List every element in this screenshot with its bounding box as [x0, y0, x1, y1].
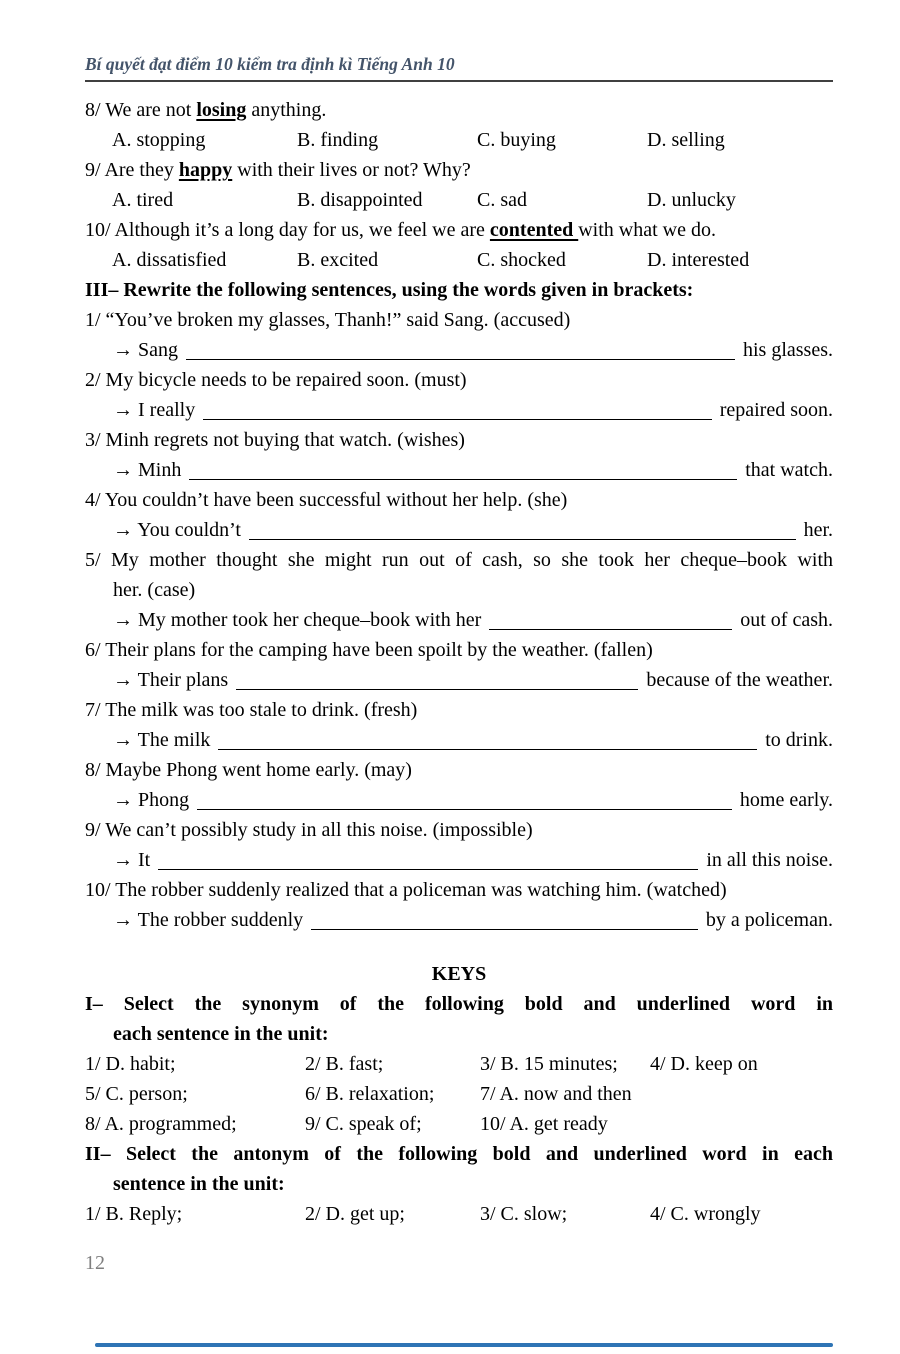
rewrite-prompt: 8/ Maybe Phong went home early. (may) — [85, 759, 412, 781]
options-row — [85, 245, 833, 275]
answer-line — [85, 515, 833, 545]
option-a: A. dissatisfied — [112, 249, 227, 271]
answer-suffix: that watch. — [745, 459, 833, 481]
question-text: Are they — [104, 159, 179, 181]
answer-prefix: → Phong — [113, 789, 190, 811]
option-a: A. tired — [112, 189, 174, 211]
option-b: B. finding — [297, 129, 379, 151]
answer-suffix: her. — [803, 519, 833, 541]
answer-line — [85, 785, 833, 815]
question-line — [85, 215, 833, 245]
answer-suffix: out of cash. — [740, 609, 833, 631]
keys-row — [85, 1079, 833, 1109]
answer-blank — [189, 479, 737, 480]
rewrite-prompt: 3/ Minh regrets not buying that watch. (wishes) — [85, 429, 465, 451]
answer-blank — [236, 689, 638, 690]
option-c: C. sad — [477, 189, 527, 211]
key-cell: 2/ B. fast; — [305, 1053, 384, 1075]
option-c: C. buying — [477, 129, 556, 151]
question-number: 8/ — [85, 99, 106, 121]
answer-suffix: to drink. — [765, 729, 833, 751]
question-line — [85, 155, 833, 185]
answer-prefix: → Sang — [113, 339, 178, 361]
answer-blank — [249, 539, 796, 540]
answer-prefix: → My mother took her cheque–book with her — [113, 609, 482, 631]
underlined-keyword: contented — [489, 219, 579, 241]
answer-blank — [311, 929, 698, 930]
answer-line — [85, 725, 833, 755]
option-d: D. interested — [647, 249, 750, 271]
key-cell — [650, 1079, 833, 1109]
key-cell: 1/ D. habit; — [85, 1053, 176, 1075]
page-number: 12 — [85, 1252, 105, 1274]
underlined-keyword: happy — [178, 159, 233, 181]
question-line — [85, 95, 833, 125]
option-d: D. unlucky — [647, 189, 736, 211]
option-b: B. disappointed — [297, 189, 423, 211]
answer-prefix: → The robber suddenly — [113, 909, 304, 931]
answer-line — [85, 605, 833, 635]
answer-suffix: in all this noise. — [706, 849, 833, 871]
rewrite-prompt: 4/ You couldn’t have been successful without her help. (she) — [85, 489, 568, 511]
page-body — [85, 95, 833, 1229]
question-number: 10/ — [85, 219, 115, 241]
key-cell: 3/ C. slow; — [480, 1203, 568, 1225]
question-number: 9/ — [85, 159, 105, 181]
question-text: with their lives or not? Why? — [232, 159, 471, 181]
answer-blank — [186, 359, 735, 360]
answer-prefix: → You couldn’t — [113, 519, 241, 541]
answer-blank — [203, 419, 712, 420]
key-cell: 1/ B. Reply; — [85, 1203, 183, 1225]
rewrite-prompt: 6/ Their plans for the camping have been spoilt by the weather. (fallen) — [85, 639, 653, 661]
keys-section2-heading: II– Select the antonym of the following bold and underlined word in each — [85, 1143, 833, 1165]
options-row — [85, 185, 833, 215]
rewrite-prompt: 9/ We can’t possibly study in all this noise. (impossible) — [85, 819, 533, 841]
answer-line — [85, 905, 833, 935]
question-text: Although it’s a long day for us, we feel we are — [114, 219, 490, 241]
keys-row — [85, 1109, 833, 1139]
key-cell: 5/ C. person; — [85, 1083, 188, 1105]
answer-blank — [158, 869, 698, 870]
answer-prefix: → Their plans — [113, 669, 229, 691]
key-cell: 6/ B. relaxation; — [305, 1083, 435, 1105]
key-cell: 8/ A. programmed; — [85, 1113, 237, 1135]
key-cell: 2/ D. get up; — [305, 1203, 405, 1225]
answer-blank — [197, 809, 732, 810]
option-a: A. stopping — [112, 129, 206, 151]
keys-title: KEYS — [431, 963, 487, 985]
key-cell: 4/ D. keep on — [650, 1053, 758, 1075]
running-header: Bí quyết đạt điểm 10 kiểm tra định kì Tiếng Anh 10 — [85, 54, 455, 74]
answer-suffix: home early. — [739, 789, 833, 811]
option-b: B. excited — [297, 249, 379, 271]
question-text: with what we do. — [578, 219, 716, 241]
answer-line — [85, 665, 833, 695]
answer-line — [85, 335, 833, 365]
footer-accent-bar — [95, 1343, 833, 1347]
key-cell: 9/ C. speak of; — [305, 1113, 422, 1135]
keys-section1-heading: I– Select the synonym of the following bold and underlined word in — [85, 993, 833, 1015]
answer-line — [85, 845, 833, 875]
rewrite-prompt-continued: her. (case) — [113, 579, 196, 601]
key-cell: 10/ A. get ready — [480, 1113, 608, 1135]
key-cell: 4/ C. wrongly — [650, 1203, 761, 1225]
question-text: anything. — [246, 99, 327, 121]
options-row — [85, 125, 833, 155]
option-d: D. selling — [647, 129, 725, 151]
answer-blank — [489, 629, 732, 630]
answer-line — [85, 455, 833, 485]
underlined-keyword: losing — [196, 99, 247, 121]
answer-suffix: by a policeman. — [705, 909, 833, 931]
answer-prefix: → The milk — [113, 729, 211, 751]
answer-suffix: repaired soon. — [719, 399, 833, 421]
answer-prefix: → It — [113, 849, 151, 871]
answer-suffix: because of the weather. — [646, 669, 833, 691]
answer-line — [85, 395, 833, 425]
rewrite-prompt: 2/ My bicycle needs to be repaired soon. (must) — [85, 369, 467, 391]
rewrite-prompt: 10/ The robber suddenly realized that a policeman was watching him. (watched) — [85, 879, 727, 901]
keys-row — [85, 1049, 833, 1079]
question-text: We are not — [105, 99, 197, 121]
key-cell — [650, 1109, 833, 1139]
rewrite-prompt: 1/ “You’ve broken my glasses, Thanh!” said Sang. (accused) — [85, 309, 571, 331]
answer-prefix: → Minh — [113, 459, 182, 481]
key-cell: 7/ A. now and then — [480, 1083, 632, 1105]
keys-section2-heading-continued: sentence in the unit: — [113, 1173, 285, 1195]
rewrite-prompt: 5/ My mother thought she might run out of cash, so she took her cheque–book with — [85, 549, 833, 571]
option-c: C. shocked — [477, 249, 566, 271]
answer-suffix: his glasses. — [743, 339, 833, 361]
answer-blank — [218, 749, 757, 750]
keys-row — [85, 1199, 833, 1229]
header-rule — [85, 80, 833, 82]
key-cell: 3/ B. 15 minutes; — [480, 1053, 618, 1075]
section-heading: III– Rewrite the following sentences, using the words given in brackets: — [85, 279, 694, 301]
keys-section1-heading-continued: each sentence in the unit: — [113, 1023, 329, 1045]
answer-prefix: → I really — [113, 399, 196, 421]
rewrite-prompt: 7/ The milk was too stale to drink. (fresh) — [85, 699, 418, 721]
